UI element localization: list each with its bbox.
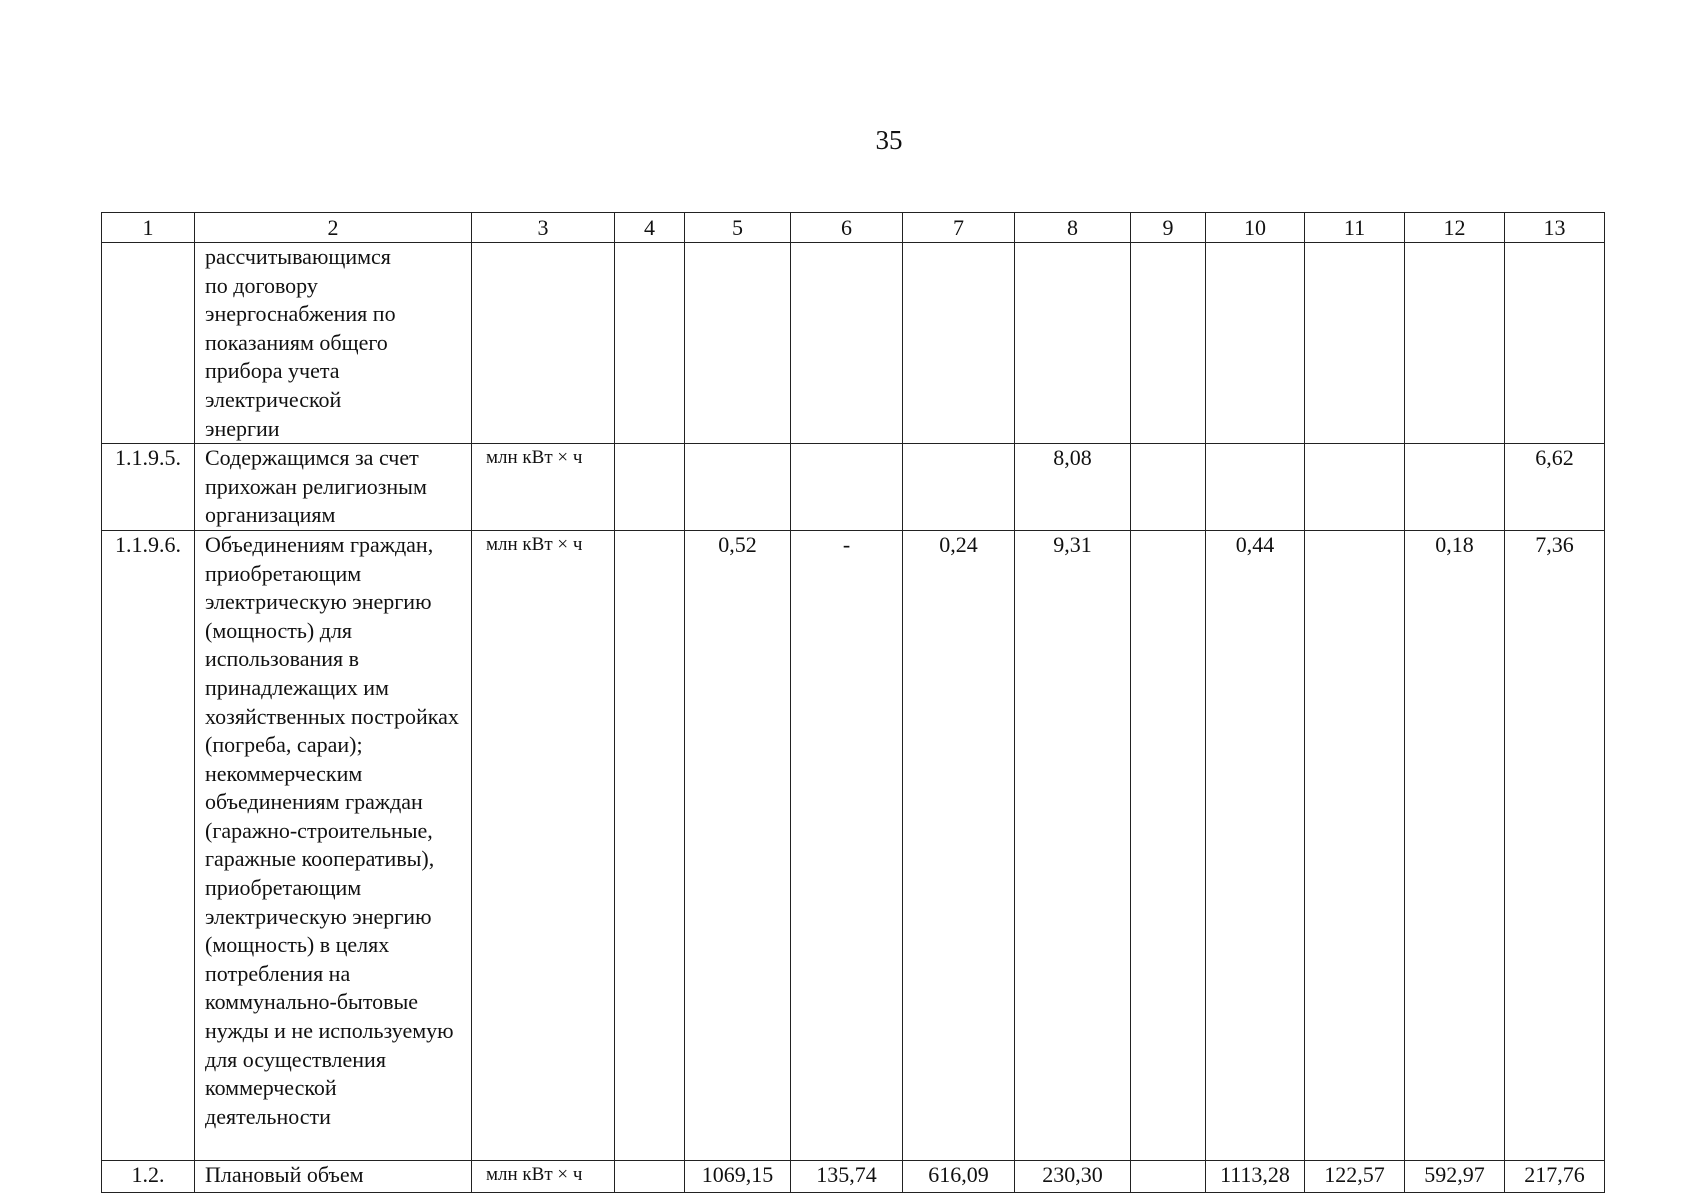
column-header: 13 (1505, 213, 1605, 243)
table-row (102, 243, 1605, 444)
table-cell (791, 444, 903, 531)
data-table (101, 212, 1605, 1193)
row-name: Содержащимся за счет прихожан религиозным организациям (195, 444, 472, 531)
column-header: 4 (615, 213, 685, 243)
table-cell: 217,76 (1505, 1160, 1605, 1192)
column-header: 6 (791, 213, 903, 243)
table-cell (1405, 444, 1505, 531)
table-cell: 122,57 (1305, 1160, 1405, 1192)
table-cell (1305, 243, 1405, 444)
table-cell (1305, 444, 1405, 531)
table-cell (1305, 530, 1405, 1160)
row-unit: млн кВт × ч (472, 1160, 615, 1192)
table-cell (903, 243, 1015, 444)
table-cell: 135,74 (791, 1160, 903, 1192)
row-code: 1.1.9.5. (102, 444, 195, 531)
table-cell (1206, 243, 1305, 444)
column-header: 12 (1405, 213, 1505, 243)
page-number: 35 (875, 125, 903, 155)
table-cell: 6,62 (1505, 444, 1605, 531)
table-cell (791, 243, 903, 444)
table-cell: 0,18 (1405, 530, 1505, 1160)
column-header: 5 (685, 213, 791, 243)
table-row (102, 530, 1605, 1160)
table-cell: - (791, 530, 903, 1160)
row-unit (472, 243, 615, 444)
column-header: 3 (472, 213, 615, 243)
column-header: 11 (1305, 213, 1405, 243)
table-cell: 0,52 (685, 530, 791, 1160)
table-cell: 7,36 (1505, 530, 1605, 1160)
table-cell: 616,09 (903, 1160, 1015, 1192)
table-cell (615, 444, 685, 531)
column-header: 7 (903, 213, 1015, 243)
table-cell (1131, 243, 1206, 444)
table-cell: 0,44 (1206, 530, 1305, 1160)
table-cell (1131, 444, 1206, 531)
column-header: 10 (1206, 213, 1305, 243)
row-code: 1.1.9.6. (102, 530, 195, 1160)
table-cell: 9,31 (1015, 530, 1131, 1160)
table-cell (685, 243, 791, 444)
table-cell: 1113,28 (1206, 1160, 1305, 1192)
table-cell (1405, 243, 1505, 444)
column-header: 1 (102, 213, 195, 243)
table-cell (1505, 243, 1605, 444)
column-header: 2 (195, 213, 472, 243)
table-cell (1015, 243, 1131, 444)
table-cell: 592,97 (1405, 1160, 1505, 1192)
table-cell (1131, 530, 1206, 1160)
row-unit: млн кВт × ч (472, 530, 615, 1160)
table-row (102, 1160, 1605, 1192)
table-cell (1206, 444, 1305, 531)
row-code: 1.2. (102, 1160, 195, 1192)
table-cell (615, 1160, 685, 1192)
table-row (102, 444, 1605, 531)
row-name: Плановый объем (195, 1160, 472, 1192)
table-cell: 1069,15 (685, 1160, 791, 1192)
row-name: Объединениям граждан, приобретающим электрическую энергию (мощность) для использования в принадлежащих им хозяйственных постройках (погреба, сараи); некоммерческим объединениям граждан (гаражно-строительные, гаражные кооперативы), приобретающим электрическую энергию (мощность) в целях потребления на коммунально-бытовые нужды и не используемую для осуществления коммерческой деятельности (195, 530, 472, 1160)
header-row (102, 213, 1605, 243)
table-cell (615, 530, 685, 1160)
row-code (102, 243, 195, 444)
row-name: рассчитывающимся по договору энергоснабжения по показаниям общего прибора учета электрической энергии (195, 243, 472, 444)
column-header: 9 (1131, 213, 1206, 243)
table-cell (1131, 1160, 1206, 1192)
table-cell (685, 444, 791, 531)
table-cell: 230,30 (1015, 1160, 1131, 1192)
table-cell (903, 444, 1015, 531)
column-header: 8 (1015, 213, 1131, 243)
table-cell (615, 243, 685, 444)
table-cell: 0,24 (903, 530, 1015, 1160)
row-unit: млн кВт × ч (472, 444, 615, 531)
table-cell: 8,08 (1015, 444, 1131, 531)
